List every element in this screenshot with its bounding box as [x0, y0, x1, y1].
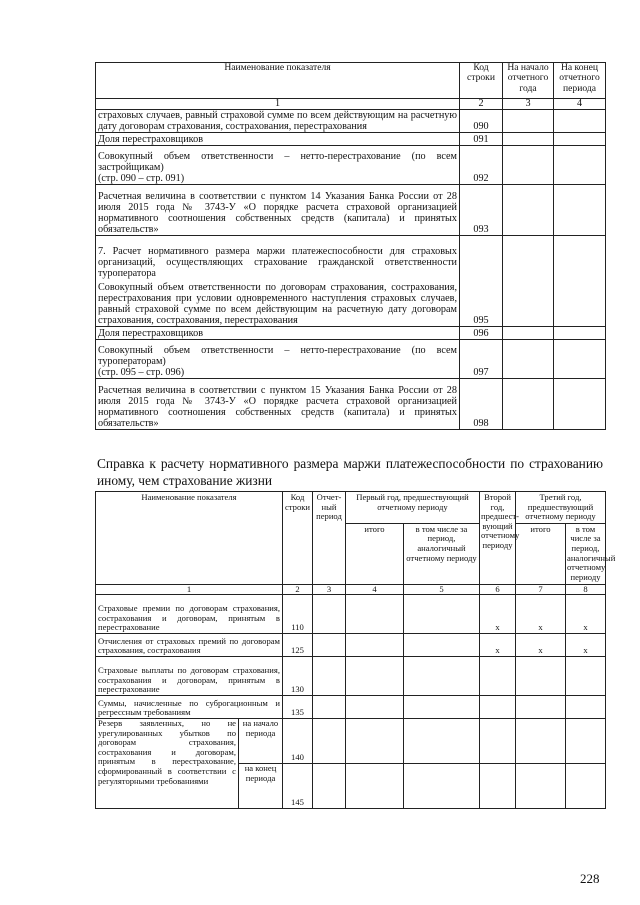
row-code: 110	[283, 595, 313, 634]
value-cell	[346, 719, 404, 764]
value-cell	[554, 236, 606, 327]
row-label-text: Совокупный объем ответственности по договорам страхования, сострахования, перестрахования при условии одновременного наступления страховых случаев, равный страховой сумме по всем действующим на расчетную дату договорам страхования, сострахования, перестрахования	[98, 281, 457, 327]
value-cell	[346, 696, 404, 719]
header-first-year: Первый год, предшествующий отчетному периоду	[346, 492, 480, 524]
value-cell	[346, 634, 404, 657]
value-cell	[404, 719, 480, 764]
row-code: 096	[460, 327, 503, 340]
value-cell	[404, 657, 480, 696]
value-cell	[566, 719, 606, 764]
value-cell	[346, 657, 404, 696]
value-cell	[313, 719, 346, 764]
row-code: 145	[283, 764, 313, 809]
value-cell	[503, 327, 554, 340]
value-cell	[554, 185, 606, 236]
value-cell	[566, 696, 606, 719]
value-cell	[554, 340, 606, 379]
table-solvency-reference	[95, 491, 616, 809]
table-row	[96, 327, 606, 340]
column-number: 2	[460, 99, 503, 110]
row-code: 093	[460, 185, 503, 236]
column-number: 2	[283, 585, 313, 595]
value-cell-x: x	[516, 595, 566, 634]
table-row	[96, 110, 606, 133]
column-number: 5	[404, 585, 480, 595]
value-cell	[313, 696, 346, 719]
table-header-row	[96, 63, 606, 99]
row-label: Расчетная величина в соответствии с пунктом 15 Указания Банка России от 28 июля 2015 года № 3743-У «О порядке расчета страховой организацией нормативного соотношения собственных средств (капитала) и принятых обязательств»	[96, 379, 460, 430]
column-number: 4	[346, 585, 404, 595]
column-number: 7	[516, 585, 566, 595]
row-code: 091	[460, 133, 503, 146]
row-label	[96, 236, 460, 327]
table-row	[96, 133, 606, 146]
value-cell	[313, 657, 346, 696]
table-row	[96, 595, 606, 634]
row-code: 098	[460, 379, 503, 430]
section-heading: 7. Расчет нормативного размера маржи платежеспособности для страховых организаций, осуществляющих страхование гражданской ответственности туроператора	[98, 245, 457, 280]
value-cell	[554, 110, 606, 133]
value-cell	[554, 379, 606, 430]
value-cell	[346, 764, 404, 809]
row-label: Страховые выплаты по договорам страхования, сострахования и договорам, принятым в перестрахование	[96, 657, 283, 696]
row-code: 130	[283, 657, 313, 696]
value-cell	[554, 146, 606, 185]
row-label-text: Совокупный объем ответственности – нетто-перестрахование (по всем туроператорам)	[98, 344, 457, 367]
table-row	[96, 185, 606, 236]
header-first-year-including: в том числе за период, аналогичный отчетному периоду	[404, 523, 480, 584]
header-row-code: Код строки	[460, 63, 503, 99]
header-third-year-including: в том числе за период, аналогичный отчетному периоду	[566, 523, 606, 584]
table-row	[96, 696, 606, 719]
value-cell	[503, 110, 554, 133]
column-number: 6	[480, 585, 516, 595]
value-cell	[480, 657, 516, 696]
value-cell	[404, 634, 480, 657]
table-row	[96, 146, 606, 185]
header-third-year-total: итого	[516, 523, 566, 584]
table-row	[96, 379, 606, 430]
value-cell	[480, 719, 516, 764]
value-cell	[516, 657, 566, 696]
column-number: 1	[96, 99, 460, 110]
header-indicator-name: Наименование показателя	[96, 63, 460, 99]
row-sublabel: на конец периода	[239, 764, 283, 809]
row-label	[96, 340, 460, 379]
row-label: страховых случаев, равный страховой сумме по всем действующим на расчетную дату договорам страхования, сострахования, перестрахования	[96, 110, 460, 133]
value-cell	[516, 696, 566, 719]
header-indicator-name: Наименование показателя	[96, 492, 283, 585]
value-cell	[503, 133, 554, 146]
value-cell	[516, 764, 566, 809]
reference-heading: Справка к расчету нормативного размера маржи платежеспособности по страхованию иному, чем страхование жизни	[97, 456, 603, 488]
row-label: Страховые премии по договорам страхования, сострахования и договорам, принятым в перестрахование	[96, 595, 283, 634]
value-cell	[554, 133, 606, 146]
table-row	[96, 657, 606, 696]
value-cell	[313, 764, 346, 809]
value-cell-x: x	[566, 595, 606, 634]
value-cell	[566, 657, 606, 696]
table-row	[96, 236, 606, 327]
header-third-year: Третий год, предшествующий отчетному периоду	[516, 492, 606, 524]
row-code: 097	[460, 340, 503, 379]
header-first-year-total: итого	[346, 523, 404, 584]
table-row	[96, 340, 606, 379]
row-sublabel: на начало периода	[239, 719, 283, 764]
row-label-text: Совокупный объем ответственности – нетто-перестрахование (по всем застройщикам)	[98, 150, 457, 173]
value-cell-x: x	[480, 634, 516, 657]
row-formula: (стр. 095 – стр. 096)	[98, 367, 185, 379]
value-cell	[346, 595, 404, 634]
row-label: Доля перестраховщиков	[96, 133, 460, 146]
row-code: 140	[283, 719, 313, 764]
value-cell	[503, 185, 554, 236]
header-end-of-period: На конец отчетного периода	[554, 63, 606, 99]
value-cell-x: x	[566, 634, 606, 657]
value-cell	[503, 146, 554, 185]
value-cell	[554, 327, 606, 340]
table-row	[96, 719, 606, 764]
row-code: 125	[283, 634, 313, 657]
value-cell	[313, 595, 346, 634]
column-number: 8	[566, 585, 606, 595]
column-number-row	[96, 585, 606, 595]
header-second-year: Второй год, предшест-вующий отчетному периоду	[480, 492, 516, 585]
table-reserves-upper	[95, 62, 606, 430]
value-cell	[566, 764, 606, 809]
column-number-row	[96, 99, 606, 110]
row-label: Расчетная величина в соответствии с пунктом 14 Указания Банка России от 28 июля 2015 года № 3743-У «О порядке расчета страховой организацией нормативного соотношения собственных средств (капитала) и принятых обязательств»	[96, 185, 460, 236]
column-number: 4	[554, 99, 606, 110]
value-cell	[313, 634, 346, 657]
row-label: Резерв заявленных, но не урегулированных убытков по договорам страхования, сострахования и договорам, принятым в перестрахование, сформированный в соответствии с регуляторными требованиями	[96, 719, 239, 809]
row-code: 095	[460, 236, 503, 327]
row-code: 090	[460, 110, 503, 133]
table-row	[96, 634, 606, 657]
column-number: 3	[503, 99, 554, 110]
header-reporting-period: Отчет-ный период	[313, 492, 346, 585]
row-code: 092	[460, 146, 503, 185]
value-cell	[516, 719, 566, 764]
row-label: Суммы, начисленные по суброгационным и регрессным требованиям	[96, 696, 283, 719]
value-cell	[404, 696, 480, 719]
value-cell	[503, 379, 554, 430]
value-cell	[480, 764, 516, 809]
value-cell	[503, 236, 554, 327]
column-number: 3	[313, 585, 346, 595]
row-label: Доля перестраховщиков	[96, 327, 460, 340]
page-number: 228	[580, 871, 600, 886]
row-label	[96, 146, 460, 185]
header-row-code: Код строки	[283, 492, 313, 585]
table-header-row	[96, 492, 606, 524]
value-cell	[480, 696, 516, 719]
row-label: Отчисления от страховых премий по договорам страхования, сострахования	[96, 634, 283, 657]
value-cell-x: x	[480, 595, 516, 634]
row-code: 135	[283, 696, 313, 719]
row-formula: (стр. 090 – стр. 091)	[98, 173, 185, 185]
value-cell	[404, 595, 480, 634]
column-number: 1	[96, 585, 283, 595]
header-start-of-year: На начало отчетного года	[503, 63, 554, 99]
value-cell-x: x	[516, 634, 566, 657]
value-cell	[503, 340, 554, 379]
value-cell	[404, 764, 480, 809]
